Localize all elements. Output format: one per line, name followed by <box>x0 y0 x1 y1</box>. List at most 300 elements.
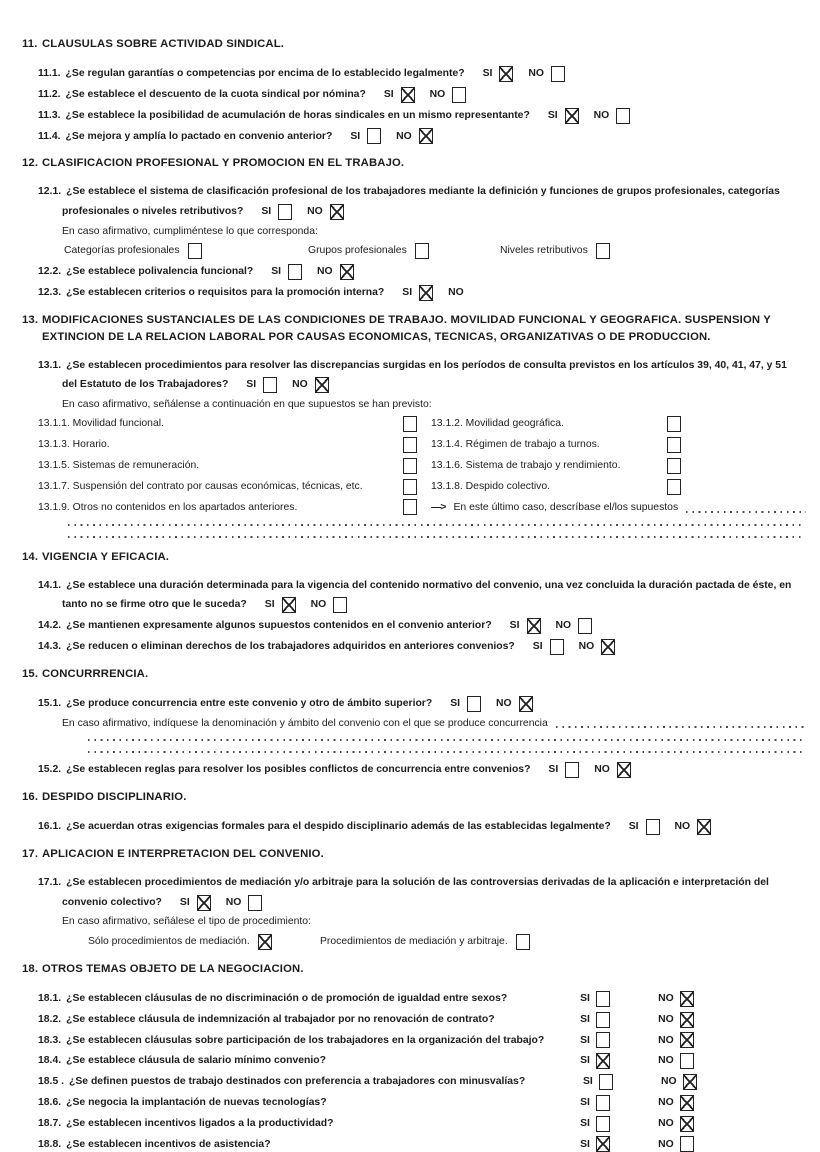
no-label: NO <box>578 641 595 653</box>
question-text: ¿Se establece cláusula de indemnización al trabajador por no renovación de contrato? <box>66 1013 495 1025</box>
si-no-group <box>450 696 532 712</box>
si-checkbox[interactable] <box>263 377 277 393</box>
si-checkbox[interactable] <box>565 108 579 124</box>
checklist-pair-row <box>38 458 808 474</box>
checklist-item-text <box>38 501 297 515</box>
section-title <box>42 668 148 681</box>
item-checkbox[interactable] <box>403 416 417 432</box>
si-no-group <box>384 87 466 103</box>
si-cell <box>580 1032 658 1048</box>
checklist-item-number: 13.1.1. <box>38 418 70 430</box>
si-checkbox[interactable] <box>499 66 513 82</box>
section-title-line: VIGENCIA Y EFICACIA. <box>42 550 170 563</box>
no-checkbox[interactable] <box>616 108 630 124</box>
no-label: NO <box>448 286 464 298</box>
checklist-item-number: 13.1.9. <box>38 501 70 513</box>
item-checkbox[interactable] <box>667 479 681 495</box>
item-checkbox[interactable] <box>667 416 681 432</box>
question-text: ¿Se produce concurrencia entre este convenio y otro de ámbito superior? <box>66 698 433 710</box>
si-label: SI <box>583 1076 593 1088</box>
section-header <box>22 157 808 170</box>
no-label: NO <box>658 1055 674 1067</box>
question-row <box>38 1012 808 1028</box>
si-no-group <box>510 618 592 634</box>
question-number: 11.4. <box>38 130 61 142</box>
section <box>22 314 808 538</box>
question-row <box>38 185 808 199</box>
si-no-group <box>483 66 565 82</box>
no-checkbox[interactable] <box>419 128 433 144</box>
section <box>22 668 808 778</box>
item-checkbox[interactable] <box>403 458 417 474</box>
si-checkbox[interactable] <box>550 639 564 655</box>
option-checkbox[interactable] <box>516 934 530 950</box>
no-cell <box>661 1074 697 1090</box>
si-cell <box>580 991 658 1007</box>
si-cell <box>580 1136 658 1152</box>
no-label: NO <box>307 205 323 217</box>
note-row <box>62 915 808 929</box>
section <box>22 963 808 1152</box>
question-row <box>38 696 808 712</box>
no-checkbox[interactable] <box>578 618 592 634</box>
option-checkbox[interactable] <box>596 243 610 259</box>
checklist-item <box>431 458 681 474</box>
no-checkbox[interactable] <box>680 1012 694 1028</box>
section-title <box>42 157 404 170</box>
item-checkbox[interactable] <box>403 479 417 495</box>
question-number: 18.8. <box>38 1138 62 1150</box>
section-number: 14. <box>22 550 39 563</box>
question-text: convenio colectivo? <box>62 896 162 908</box>
question-row <box>38 762 808 778</box>
no-label: NO <box>593 109 610 121</box>
note-text: En caso afirmativo, señálense a continuación en que supuestos se han previsto: <box>62 398 432 410</box>
checklist-item-number: 13.1.6. <box>431 459 463 471</box>
section-header <box>22 963 808 976</box>
checkbox-option-label: Sólo procedimientos de mediación. <box>88 935 250 947</box>
checklist-item-number: 13.1.8. <box>431 480 463 492</box>
section-number: 18. <box>22 962 39 975</box>
checklist-item-text <box>431 459 620 473</box>
no-checkbox[interactable] <box>680 1032 694 1048</box>
no-label: NO <box>661 1076 677 1088</box>
checklist-item-label: Régimen de trabajo a turnos. <box>465 439 600 451</box>
no-checkbox[interactable] <box>601 639 615 655</box>
no-checkbox[interactable] <box>519 696 533 712</box>
question-number: 17.1. <box>38 877 62 889</box>
note-text: En caso afirmativo, cumpliméntese lo que corresponda: <box>62 225 318 237</box>
no-label: NO <box>658 1096 674 1108</box>
dotted-answer-line[interactable] <box>88 739 802 741</box>
question-row <box>38 618 808 634</box>
no-checkbox[interactable] <box>617 762 631 778</box>
checklist-item-label: Horario. <box>72 439 110 451</box>
question-continuation-row <box>62 895 808 911</box>
checkbox-option <box>64 243 308 259</box>
question-continuation-row <box>62 204 808 220</box>
checklist-item-label: Movilidad funcional. <box>72 418 164 430</box>
dotted-answer-line[interactable] <box>88 751 802 753</box>
si-label: SI <box>271 265 282 277</box>
si-checkbox[interactable] <box>565 762 579 778</box>
no-label: NO <box>594 764 610 776</box>
question-text: tanto no se firme otro que le suceda? <box>62 599 247 611</box>
si-label: SI <box>402 286 413 298</box>
section-title <box>42 963 304 976</box>
question-row <box>38 876 808 890</box>
question-text: ¿Se establecen procedimientos de mediación y/o arbitraje para la solución de las controversias derivadas de la aplicación e interpretación del <box>66 877 769 889</box>
no-checkbox[interactable] <box>315 377 329 393</box>
section-header <box>22 668 808 681</box>
checklist-item-text <box>431 438 600 452</box>
question-text: ¿Se mejora y amplía lo pactado en convenio anterior? <box>65 130 333 142</box>
question-row <box>38 128 808 144</box>
question-number: 18.3. <box>38 1034 62 1046</box>
question-row <box>38 639 808 655</box>
question-text: ¿Se establece polivalencia funcional? <box>66 265 254 277</box>
question-row <box>38 1116 808 1132</box>
question-number: 18.7. <box>38 1117 62 1129</box>
question-row <box>38 1136 808 1152</box>
question-text: ¿Se establece la posibilidad de acumulación de horas sindicales en un mismo representante? <box>65 109 530 121</box>
no-cell <box>658 1053 694 1069</box>
checklist-item-text <box>38 480 363 494</box>
no-cell <box>658 1032 694 1048</box>
checklist-item-number: 13.1.2. <box>431 418 463 430</box>
question-row <box>38 264 808 280</box>
checklist-item-text <box>38 438 110 452</box>
si-no-group <box>350 128 432 144</box>
dot-leader[interactable] <box>556 726 806 728</box>
item-checkbox[interactable] <box>667 437 681 453</box>
checklist-item-label: Otros no contenidos en los apartados anteriores. <box>72 501 298 513</box>
section-title-line: APLICACION E INTERPRETACION DEL CONVENIO. <box>42 848 324 861</box>
si-label: SI <box>580 1034 590 1046</box>
checklist-item-number: 13.1.3. <box>38 439 70 451</box>
si-label: SI <box>548 764 559 776</box>
item-checkbox[interactable] <box>667 458 681 474</box>
question-row <box>38 87 808 103</box>
no-cell <box>658 1116 694 1132</box>
question-text: ¿Se establece el descuento de la cuota sindical por nómina? <box>65 89 366 100</box>
checkbox-options-row <box>64 243 808 259</box>
question-text: ¿Se negocia la implantación de nuevas tecnologías? <box>66 1096 327 1108</box>
checklist-item-label: Sistema de trabajo y rendimiento. <box>465 459 621 471</box>
note-row <box>62 717 808 731</box>
si-label: SI <box>450 698 461 710</box>
checklist-item-label: Movilidad geográfica. <box>465 418 564 430</box>
note-row <box>62 398 808 412</box>
question-row <box>38 108 808 124</box>
si-checkbox[interactable] <box>419 285 433 301</box>
no-checkbox[interactable] <box>452 87 466 103</box>
si-label: SI <box>580 1013 590 1025</box>
si-checkbox[interactable] <box>367 128 381 144</box>
si-no-group <box>548 108 630 124</box>
note-row <box>62 225 808 239</box>
option-checkbox[interactable] <box>188 243 202 259</box>
question-text: ¿Se establecen procedimientos para resolver las discrepancias surgidas en los períodos de consulta previstos en los artículos 39, 40, 41, 47, y 51 <box>66 359 787 371</box>
si-label: SI <box>580 1096 590 1108</box>
si-checkbox[interactable] <box>596 1095 610 1111</box>
si-checkbox[interactable] <box>596 1116 610 1132</box>
question-row <box>38 819 808 835</box>
option-checkbox[interactable] <box>415 243 429 259</box>
si-checkbox[interactable] <box>596 1012 610 1028</box>
section-header <box>22 791 808 804</box>
si-checkbox[interactable] <box>288 264 302 280</box>
question-number: 14.2. <box>38 620 62 632</box>
question-text: ¿Se establecen reglas para resolver los posibles conflictos de concurrencia entre convenios? <box>66 764 531 776</box>
si-label: SI <box>628 821 639 833</box>
checklist-item <box>38 437 417 453</box>
si-label: SI <box>261 205 272 217</box>
no-label: NO <box>225 896 242 908</box>
section-header <box>22 38 808 51</box>
question-text: profesionales o niveles retributivos? <box>62 205 244 217</box>
question-text: ¿Se establecen criterios o requisitos para la promoción interna? <box>66 286 385 298</box>
si-label: SI <box>580 1138 590 1150</box>
question-text: ¿Se establecen cláusulas de no discriminación o de promoción de igualdad entre sexos? <box>66 992 508 1004</box>
checklist-item <box>38 499 417 515</box>
si-label: SI <box>532 641 543 653</box>
no-label: NO <box>317 265 333 277</box>
no-checkbox[interactable] <box>680 1053 694 1069</box>
checklist-item <box>38 479 417 495</box>
question-number: 18.2. <box>38 1013 62 1025</box>
si-checkbox[interactable] <box>596 1053 610 1069</box>
question-continuation-row <box>62 597 808 613</box>
si-checkbox[interactable] <box>527 618 541 634</box>
si-label: SI <box>264 599 275 611</box>
arrow-right-icon: —> <box>431 501 446 513</box>
no-checkbox[interactable] <box>333 597 347 613</box>
question-number: 14.3. <box>38 641 62 653</box>
no-cell <box>658 991 694 1007</box>
si-label: SI <box>547 109 558 121</box>
section-header <box>22 848 808 861</box>
arrow-note-text: En este último caso, descríbase el/los supuestos <box>453 501 679 513</box>
section <box>22 848 808 950</box>
section-number: 12. <box>22 157 39 170</box>
note-text: En caso afirmativo, señálese el tipo de procedimiento: <box>62 916 311 928</box>
si-label: SI <box>580 1055 590 1067</box>
si-no-group <box>180 895 262 911</box>
question-text: ¿Se establecen cláusulas sobre participación de los trabajadores en la organización del trabajo? <box>66 1034 545 1046</box>
question-text: ¿Se establecen incentivos ligados a la productividad? <box>66 1117 334 1129</box>
question-row <box>38 1032 808 1048</box>
checklist-item-number: 13.1.7. <box>38 480 70 492</box>
note-text: En caso afirmativo, indíquese la denominación y ámbito del convenio con el que se produce concurrencia <box>62 717 548 729</box>
no-checkbox[interactable] <box>551 66 565 82</box>
section-title <box>42 791 187 804</box>
si-checkbox[interactable] <box>599 1074 613 1090</box>
si-checkbox[interactable] <box>467 696 481 712</box>
question-number: 18.5 . <box>38 1076 64 1088</box>
no-label: NO <box>658 1117 674 1129</box>
no-label: NO <box>292 379 308 391</box>
checklist-item-text <box>431 480 550 494</box>
question-text: ¿Se mantienen expresamente algunos supuestos contenidos en el convenio anterior? <box>66 620 492 632</box>
checklist-item-label: Sistemas de remuneración. <box>72 459 200 471</box>
section <box>22 38 808 144</box>
checkbox-option-label: Grupos profesionales <box>308 245 407 257</box>
no-checkbox[interactable] <box>248 895 262 911</box>
section <box>22 791 808 835</box>
question-number: 11.1. <box>38 68 61 80</box>
question-number: 14.1. <box>38 579 62 591</box>
si-label: SI <box>580 992 590 1004</box>
checklist-item-text <box>38 417 164 431</box>
si-no-group <box>246 377 328 393</box>
question-number: 11.2. <box>38 89 61 100</box>
question-row <box>38 359 808 373</box>
section-title-line: OTROS TEMAS OBJETO DE LA NEGOCIACION. <box>42 962 304 975</box>
no-label: NO <box>674 821 691 833</box>
si-label: SI <box>179 896 190 908</box>
no-label: NO <box>310 599 327 611</box>
si-no-group <box>548 762 630 778</box>
checklist-item <box>431 479 681 495</box>
si-checkbox[interactable] <box>278 204 292 220</box>
dotted-answer-line[interactable] <box>68 524 802 526</box>
si-checkbox[interactable] <box>197 895 211 911</box>
si-cell <box>580 1116 658 1132</box>
no-label: NO <box>396 130 412 142</box>
no-checkbox[interactable] <box>683 1074 697 1090</box>
question-number: 12.2. <box>38 265 62 277</box>
section-number: 13. <box>22 313 39 326</box>
no-checkbox[interactable] <box>680 991 694 1007</box>
question-continuation-row <box>62 377 808 393</box>
si-no-group <box>533 639 615 655</box>
question-number: 11.3. <box>38 109 61 121</box>
si-checkbox[interactable] <box>596 991 610 1007</box>
question-text: ¿Se establece el sistema de clasificación profesional de los trabajadores mediante la definición y funciones de grupos profesionales, categorías <box>66 186 780 198</box>
section-number: 17. <box>22 848 39 861</box>
checklist-item <box>38 416 417 432</box>
question-number: 12.1. <box>38 186 62 198</box>
question-number: 15.2. <box>38 764 62 776</box>
si-no-group <box>265 597 347 613</box>
question-text: ¿Se establece cláusula de salario mínimo convenio? <box>66 1055 326 1067</box>
question-row <box>38 66 808 82</box>
si-no-group <box>271 264 353 280</box>
question-row <box>38 991 808 1007</box>
checklist-item-number: 13.1.5. <box>38 459 70 471</box>
si-cell <box>580 1095 658 1111</box>
section-title-line: CLAUSULAS SOBRE ACTIVIDAD SINDICAL. <box>42 38 285 50</box>
section-title-line: EXTINCION DE LA RELACION LABORAL POR CAUSAS ECONOMICAS, TECNICAS, ORGANIZATIVAS O DE PRODUCCION. <box>42 330 711 343</box>
question-text: del Estatuto de los Trabajadores? <box>62 379 229 391</box>
checklist-item-text <box>431 417 564 431</box>
question-number: 18.6. <box>38 1096 62 1108</box>
no-cell <box>658 1136 694 1152</box>
dot-leader[interactable] <box>686 511 806 513</box>
question-number: 12.3. <box>38 286 62 298</box>
dotted-answer-line[interactable] <box>68 536 802 538</box>
question-number: 16.1. <box>38 821 62 833</box>
checklist-pair-row <box>38 479 808 495</box>
checklist-item <box>431 416 681 432</box>
question-text: ¿Se establecen incentivos de asistencia? <box>66 1138 271 1150</box>
si-cell <box>580 1012 658 1028</box>
item-checkbox[interactable] <box>403 437 417 453</box>
checkbox-option <box>320 934 530 950</box>
section <box>22 157 808 300</box>
no-label: NO <box>528 68 544 80</box>
si-label: SI <box>509 620 520 632</box>
no-checkbox[interactable] <box>680 1116 694 1132</box>
checkbox-options-row <box>88 934 808 950</box>
si-label: SI <box>246 379 257 391</box>
si-checkbox[interactable] <box>401 87 415 103</box>
no-checkbox[interactable] <box>330 204 344 220</box>
checklist-pair-row <box>38 437 808 453</box>
si-checkbox[interactable] <box>596 1136 610 1152</box>
si-label: SI <box>482 68 493 80</box>
checkbox-option <box>500 243 610 259</box>
option-checkbox[interactable] <box>258 934 272 950</box>
question-text: ¿Se establece una duración determinada para la vigencia del contenido normativo del convenio, una vez concluida la duración pactada de éste, en <box>66 579 792 591</box>
si-label: SI <box>580 1117 590 1129</box>
si-checkbox[interactable] <box>596 1032 610 1048</box>
question-number: 15.1. <box>38 698 62 710</box>
no-label: NO <box>555 620 572 632</box>
si-checkbox[interactable] <box>282 597 296 613</box>
no-checkbox[interactable] <box>680 1095 694 1111</box>
si-no-group <box>629 819 711 835</box>
section-title-line: MODIFICACIONES SUSTANCIALES DE LAS CONDICIONES DE TRABAJO. MOVILIDAD FUNCIONAL Y GEOGRAFICA. SUSPENSION Y <box>42 313 771 326</box>
no-label: NO <box>658 1138 674 1150</box>
section-number: 11. <box>22 38 38 50</box>
no-label: NO <box>658 992 674 1004</box>
no-checkbox[interactable] <box>697 819 711 835</box>
si-checkbox[interactable] <box>646 819 660 835</box>
checkbox-option-label: Categorías profesionales <box>64 245 180 257</box>
checklist-pair-row <box>38 416 808 432</box>
section-title-line: DESPIDO DISCIPLINARIO. <box>42 791 187 804</box>
question-text: ¿Se reducen o eliminan derechos de los trabajadores adquiridos en anteriores convenios? <box>66 641 515 653</box>
checklist-item-number: 13.1.4. <box>431 439 463 451</box>
section <box>22 551 808 655</box>
question-row <box>38 285 808 301</box>
checkbox-option <box>308 243 500 259</box>
checklist-item-label: Despido colectivo. <box>465 480 550 492</box>
no-checkbox[interactable] <box>340 264 354 280</box>
no-checkbox[interactable] <box>680 1136 694 1152</box>
si-label: SI <box>383 89 394 100</box>
no-label: NO <box>658 1013 674 1025</box>
item-checkbox[interactable] <box>403 499 417 515</box>
checkbox-option-label: Niveles retributivos <box>500 245 588 257</box>
section-header <box>22 314 808 344</box>
section-title <box>42 38 284 51</box>
si-no-group <box>261 204 343 220</box>
checklist-item-text <box>38 459 199 473</box>
question-text: ¿Se acuerdan otras exigencias formales para el despido disciplinario además de las establecidas legalmente? <box>66 821 611 833</box>
question-number: 18.4. <box>38 1055 62 1067</box>
si-cell <box>580 1053 658 1069</box>
checklist-item <box>38 458 417 474</box>
section-number: 15. <box>22 667 39 680</box>
section-number: 16. <box>22 791 39 804</box>
no-label: NO <box>658 1034 674 1046</box>
no-label: NO <box>429 89 446 100</box>
checklist-arrow-row <box>38 499 808 515</box>
checklist-item-label: Suspensión del contrato por causas económicas, técnicas, etc. <box>72 480 363 492</box>
